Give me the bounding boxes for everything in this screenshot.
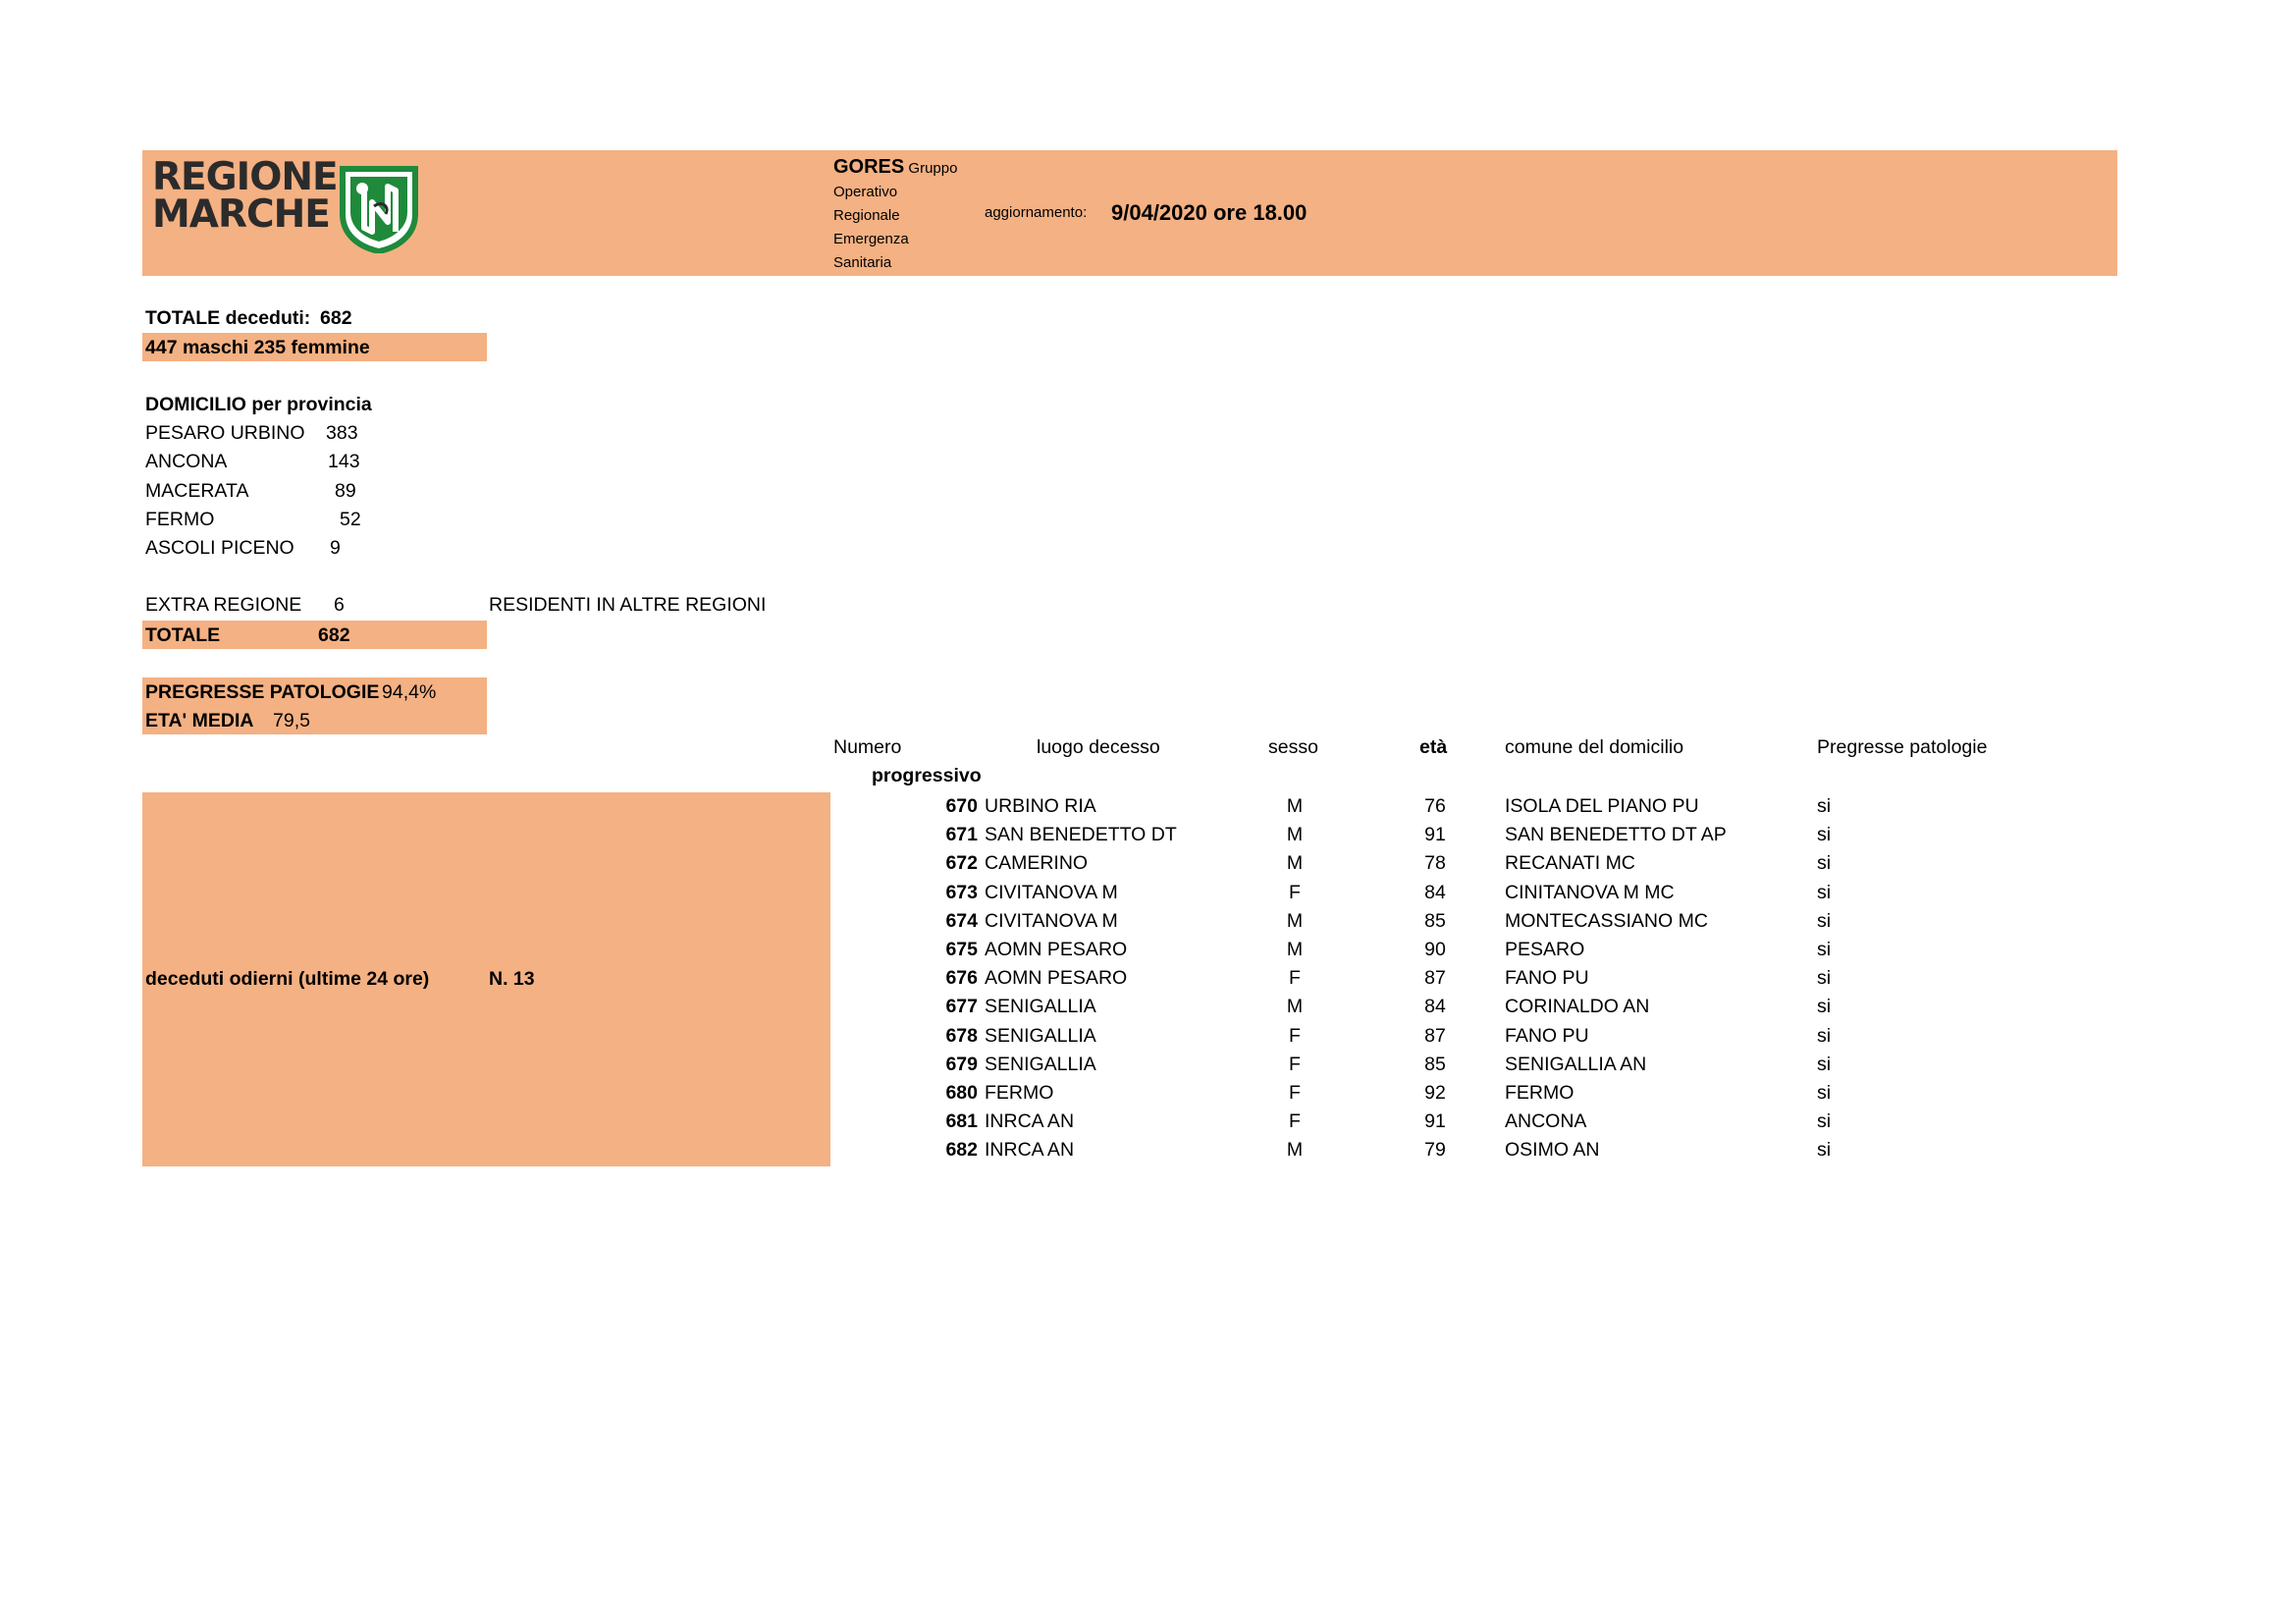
row-number: 680 xyxy=(945,1082,978,1104)
row-age: 87 xyxy=(1424,1024,1446,1047)
row-place: CIVITANOVA M xyxy=(985,881,1118,903)
row-age: 76 xyxy=(1424,795,1446,817)
header-numero: Numero xyxy=(833,736,902,758)
row-place: SENIGALLIA xyxy=(985,996,1096,1018)
table-row xyxy=(0,850,2296,879)
table-row xyxy=(0,1080,2296,1109)
row-sex: F xyxy=(1289,967,1301,990)
province-title: DOMICILIO per provincia xyxy=(145,394,372,415)
header-comune: comune del domicilio xyxy=(1505,736,1684,758)
table-row xyxy=(0,1052,2296,1080)
table-row xyxy=(0,965,2296,994)
pathologies-label: PREGRESSE PATOLOGIE xyxy=(145,681,380,703)
province-value: 89 xyxy=(335,480,356,502)
org-name: GORES xyxy=(833,156,905,178)
province-name: FERMO xyxy=(145,509,215,530)
row-age: 91 xyxy=(1424,1110,1446,1133)
total-deceased-value: 682 xyxy=(320,307,352,329)
row-residence: OSIMO AN xyxy=(1505,1139,1600,1162)
row-number: 671 xyxy=(945,824,978,846)
table-row xyxy=(0,1137,2296,1165)
province-value: 383 xyxy=(326,422,358,444)
row-residence: PESARO xyxy=(1505,939,1585,960)
update-value: 9/04/2020 ore 18.00 xyxy=(1111,200,1308,225)
update-label: aggiornamento: xyxy=(985,204,1088,221)
total-deceased-label: TOTALE deceduti: xyxy=(145,307,311,329)
header-progressivo: progressivo xyxy=(872,765,982,786)
row-place: AOMN PESARO xyxy=(985,967,1128,990)
row-pathologies: si xyxy=(1817,852,1832,875)
org-line: Regionale xyxy=(833,207,900,224)
row-residence: FERMO xyxy=(1505,1082,1575,1104)
province-value: 9 xyxy=(330,537,341,559)
province-name: MACERATA xyxy=(145,480,249,502)
table-row xyxy=(0,994,2296,1022)
row-sex: M xyxy=(1286,852,1304,875)
row-residence: MONTECASSIANO MC xyxy=(1505,909,1708,932)
row-residence: CINITANOVA M MC xyxy=(1505,881,1675,903)
row-age: 79 xyxy=(1424,1139,1446,1162)
row-place: CAMERINO xyxy=(985,852,1089,875)
header-luogo: luogo decesso xyxy=(1037,736,1160,758)
row-sex: M xyxy=(1286,824,1304,846)
row-age: 91 xyxy=(1424,824,1446,846)
table-row xyxy=(0,908,2296,937)
table-row xyxy=(0,937,2296,965)
header-eta: età xyxy=(1419,736,1448,758)
row-sex: F xyxy=(1289,1082,1301,1104)
org-line: Operativo xyxy=(833,184,898,200)
row-pathologies: si xyxy=(1817,1024,1832,1047)
org-block xyxy=(833,155,957,275)
row-sex: M xyxy=(1286,996,1304,1018)
table-row xyxy=(0,1023,2296,1052)
header-patologie: Pregresse patologie xyxy=(1817,736,1988,758)
extra-region-label: EXTRA REGIONE xyxy=(145,594,302,616)
row-number: 682 xyxy=(945,1139,978,1162)
row-sex: M xyxy=(1286,909,1304,932)
avg-age-value: 79,5 xyxy=(273,710,310,731)
gender-split: 447 maschi 235 femmine xyxy=(145,337,370,358)
row-residence: ANCONA xyxy=(1505,1110,1587,1133)
row-place: SENIGALLIA xyxy=(985,1024,1096,1047)
row-place: FERMO xyxy=(985,1082,1054,1104)
org-line: Gruppo xyxy=(908,160,958,177)
row-pathologies: si xyxy=(1817,1139,1832,1162)
row-number: 676 xyxy=(945,967,978,990)
row-place: AOMN PESARO xyxy=(985,939,1128,960)
row-sex: F xyxy=(1289,881,1301,903)
province-name: ASCOLI PICENO xyxy=(145,537,294,559)
row-sex: F xyxy=(1289,1024,1301,1047)
row-place: SENIGALLIA xyxy=(985,1053,1096,1075)
row-residence: FANO PU xyxy=(1505,967,1589,990)
row-place: SAN BENEDETTO DT xyxy=(985,824,1177,846)
row-age: 85 xyxy=(1424,909,1446,932)
row-number: 670 xyxy=(945,795,978,817)
row-pathologies: si xyxy=(1817,795,1832,817)
row-sex: M xyxy=(1286,795,1304,817)
table-row xyxy=(0,793,2296,822)
row-residence: RECANATI MC xyxy=(1505,852,1635,875)
extra-region-note: RESIDENTI IN ALTRE REGIONI xyxy=(489,594,767,616)
row-age: 87 xyxy=(1424,967,1446,990)
row-sex: M xyxy=(1286,939,1304,960)
header-sesso: sesso xyxy=(1268,736,1318,758)
row-residence: SENIGALLIA AN xyxy=(1505,1053,1647,1075)
row-residence: ISOLA DEL PIANO PU xyxy=(1505,795,1699,817)
row-age: 92 xyxy=(1424,1082,1446,1104)
avg-age-label: ETA' MEDIA xyxy=(145,710,254,731)
row-age: 90 xyxy=(1424,939,1446,960)
row-place: INRCA AN xyxy=(985,1110,1075,1133)
org-line: Sanitaria xyxy=(833,254,892,271)
row-sex: F xyxy=(1289,1053,1301,1075)
row-pathologies: si xyxy=(1817,939,1832,960)
row-pathologies: si xyxy=(1817,996,1832,1018)
province-value: 143 xyxy=(328,451,360,472)
row-number: 674 xyxy=(945,909,978,932)
pathologies-value: 94,4% xyxy=(382,681,437,703)
row-number: 678 xyxy=(945,1024,978,1047)
province-total-value: 682 xyxy=(318,624,350,646)
row-number: 679 xyxy=(945,1053,978,1075)
row-residence: CORINALDO AN xyxy=(1505,996,1650,1018)
table-row xyxy=(0,880,2296,908)
row-pathologies: si xyxy=(1817,881,1832,903)
today-count: N. 13 xyxy=(489,968,535,990)
row-number: 681 xyxy=(945,1110,978,1133)
row-residence: SAN BENEDETTO DT AP xyxy=(1505,824,1727,846)
row-number: 675 xyxy=(945,939,978,960)
row-residence: FANO PU xyxy=(1505,1024,1589,1047)
row-pathologies: si xyxy=(1817,1082,1832,1104)
regione-marche-logo xyxy=(152,155,427,257)
row-place: CIVITANOVA M xyxy=(985,909,1118,932)
region-shield-icon xyxy=(339,163,419,253)
row-place: URBINO RIA xyxy=(985,795,1096,817)
row-sex: F xyxy=(1289,1110,1301,1133)
row-place: INRCA AN xyxy=(985,1139,1075,1162)
org-line: Emergenza xyxy=(833,231,909,247)
row-age: 84 xyxy=(1424,881,1446,903)
today-label: deceduti odierni (ultime 24 ore) xyxy=(145,968,430,990)
logo-wordmark: REGIONE MARCHE xyxy=(152,155,338,237)
province-name: ANCONA xyxy=(145,451,228,472)
table-row xyxy=(0,822,2296,850)
row-pathologies: si xyxy=(1817,1110,1832,1133)
row-age: 84 xyxy=(1424,996,1446,1018)
province-name: PESARO URBINO xyxy=(145,422,305,444)
row-number: 673 xyxy=(945,881,978,903)
province-value: 52 xyxy=(340,509,361,530)
row-pathologies: si xyxy=(1817,967,1832,990)
row-age: 85 xyxy=(1424,1053,1446,1075)
province-total-label: TOTALE xyxy=(145,624,221,646)
row-number: 677 xyxy=(945,996,978,1018)
table-row xyxy=(0,1109,2296,1137)
row-pathologies: si xyxy=(1817,1053,1832,1075)
row-age: 78 xyxy=(1424,852,1446,875)
row-pathologies: si xyxy=(1817,909,1832,932)
extra-region-value: 6 xyxy=(334,594,345,616)
row-number: 672 xyxy=(945,852,978,875)
row-pathologies: si xyxy=(1817,824,1832,846)
row-sex: M xyxy=(1286,1139,1304,1162)
